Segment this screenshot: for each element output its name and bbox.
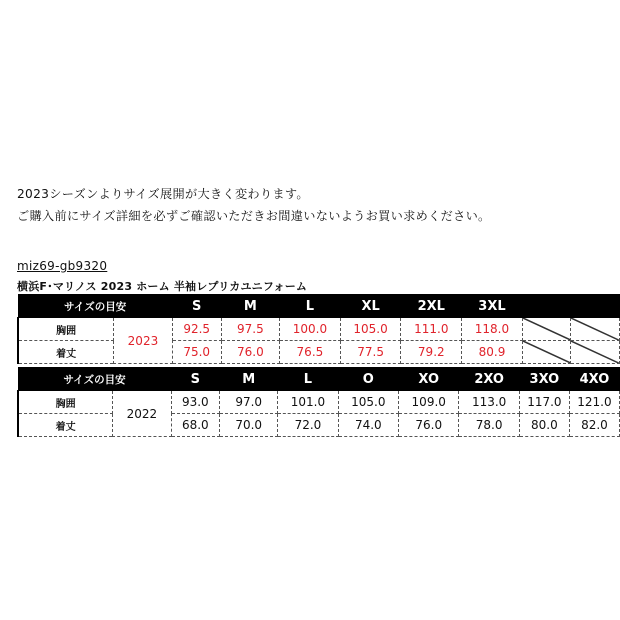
value-cell: 70.0	[220, 414, 278, 437]
size-change-notice	[17, 183, 491, 227]
row-label-length: 着丈	[18, 414, 113, 437]
value-cell: 68.0	[171, 414, 220, 437]
size-header-cell: XO	[399, 368, 459, 391]
value-cell: 80.9	[462, 341, 523, 364]
empty-cell	[522, 318, 571, 341]
row-label-chest: 胸囲	[18, 318, 114, 341]
table-row	[18, 341, 620, 364]
product-code: miz69-gb9320	[17, 259, 108, 273]
table-row	[18, 318, 620, 341]
value-cell: 117.0	[519, 391, 569, 414]
value-cell: 113.0	[459, 391, 519, 414]
empty-cell	[522, 341, 571, 364]
value-cell: 105.0	[340, 318, 401, 341]
size-header-cell: XL	[340, 295, 401, 318]
size-header-cell: 3XO	[519, 368, 569, 391]
size-header-cell: S	[172, 295, 221, 318]
value-cell: 80.0	[519, 414, 569, 437]
notice-line-2: ご購入前にサイズ詳細を必ずご確認いただきお間違いないようお買い求めください。	[17, 209, 491, 223]
value-cell: 75.0	[172, 341, 221, 364]
value-cell: 109.0	[399, 391, 459, 414]
value-cell: 82.0	[569, 414, 619, 437]
value-cell: 121.0	[569, 391, 619, 414]
year-cell: 2022	[113, 391, 171, 437]
size-table-2023	[17, 294, 620, 364]
value-cell: 118.0	[462, 318, 523, 341]
size-header-cell: 4XO	[569, 368, 619, 391]
year-cell: 2023	[114, 318, 173, 364]
value-cell: 77.5	[340, 341, 401, 364]
row-label-chest: 胸囲	[18, 391, 113, 414]
size-header-cell	[522, 295, 571, 318]
size-header-cell: M	[221, 295, 279, 318]
size-table-2022	[17, 367, 620, 437]
size-header-cell: O	[338, 368, 398, 391]
product-name: 横浜F･マリノス 2023 ホーム 半袖レプリカユニフォーム	[17, 280, 308, 293]
value-cell: 100.0	[280, 318, 341, 341]
header-label: サイズの目安	[18, 295, 172, 318]
value-cell: 79.2	[401, 341, 462, 364]
size-header-cell: L	[278, 368, 338, 391]
size-header-cell: 3XL	[462, 295, 523, 318]
value-cell: 97.0	[220, 391, 278, 414]
size-header-cell	[571, 295, 620, 318]
value-cell: 76.0	[221, 341, 279, 364]
table-row	[18, 391, 620, 414]
table-row	[18, 414, 620, 437]
size-header-cell: 2XL	[401, 295, 462, 318]
size-header-cell: M	[220, 368, 278, 391]
notice-line-1: 2023シーズンよりサイズ展開が大きく変わります。	[17, 187, 309, 201]
empty-cell	[571, 318, 620, 341]
value-cell: 111.0	[401, 318, 462, 341]
value-cell: 93.0	[171, 391, 220, 414]
header-label: サイズの目安	[18, 368, 171, 391]
row-label-length: 着丈	[18, 341, 114, 364]
value-cell: 92.5	[172, 318, 221, 341]
value-cell: 74.0	[338, 414, 398, 437]
size-header-cell: S	[171, 368, 220, 391]
value-cell: 76.0	[399, 414, 459, 437]
size-header-cell: 2XO	[459, 368, 519, 391]
value-cell: 72.0	[278, 414, 338, 437]
size-header-row	[18, 295, 620, 318]
value-cell: 76.5	[280, 341, 341, 364]
size-header-cell: L	[280, 295, 341, 318]
value-cell: 105.0	[338, 391, 398, 414]
value-cell: 78.0	[459, 414, 519, 437]
value-cell: 101.0	[278, 391, 338, 414]
size-header-row	[18, 368, 620, 391]
value-cell: 97.5	[221, 318, 279, 341]
empty-cell	[571, 341, 620, 364]
